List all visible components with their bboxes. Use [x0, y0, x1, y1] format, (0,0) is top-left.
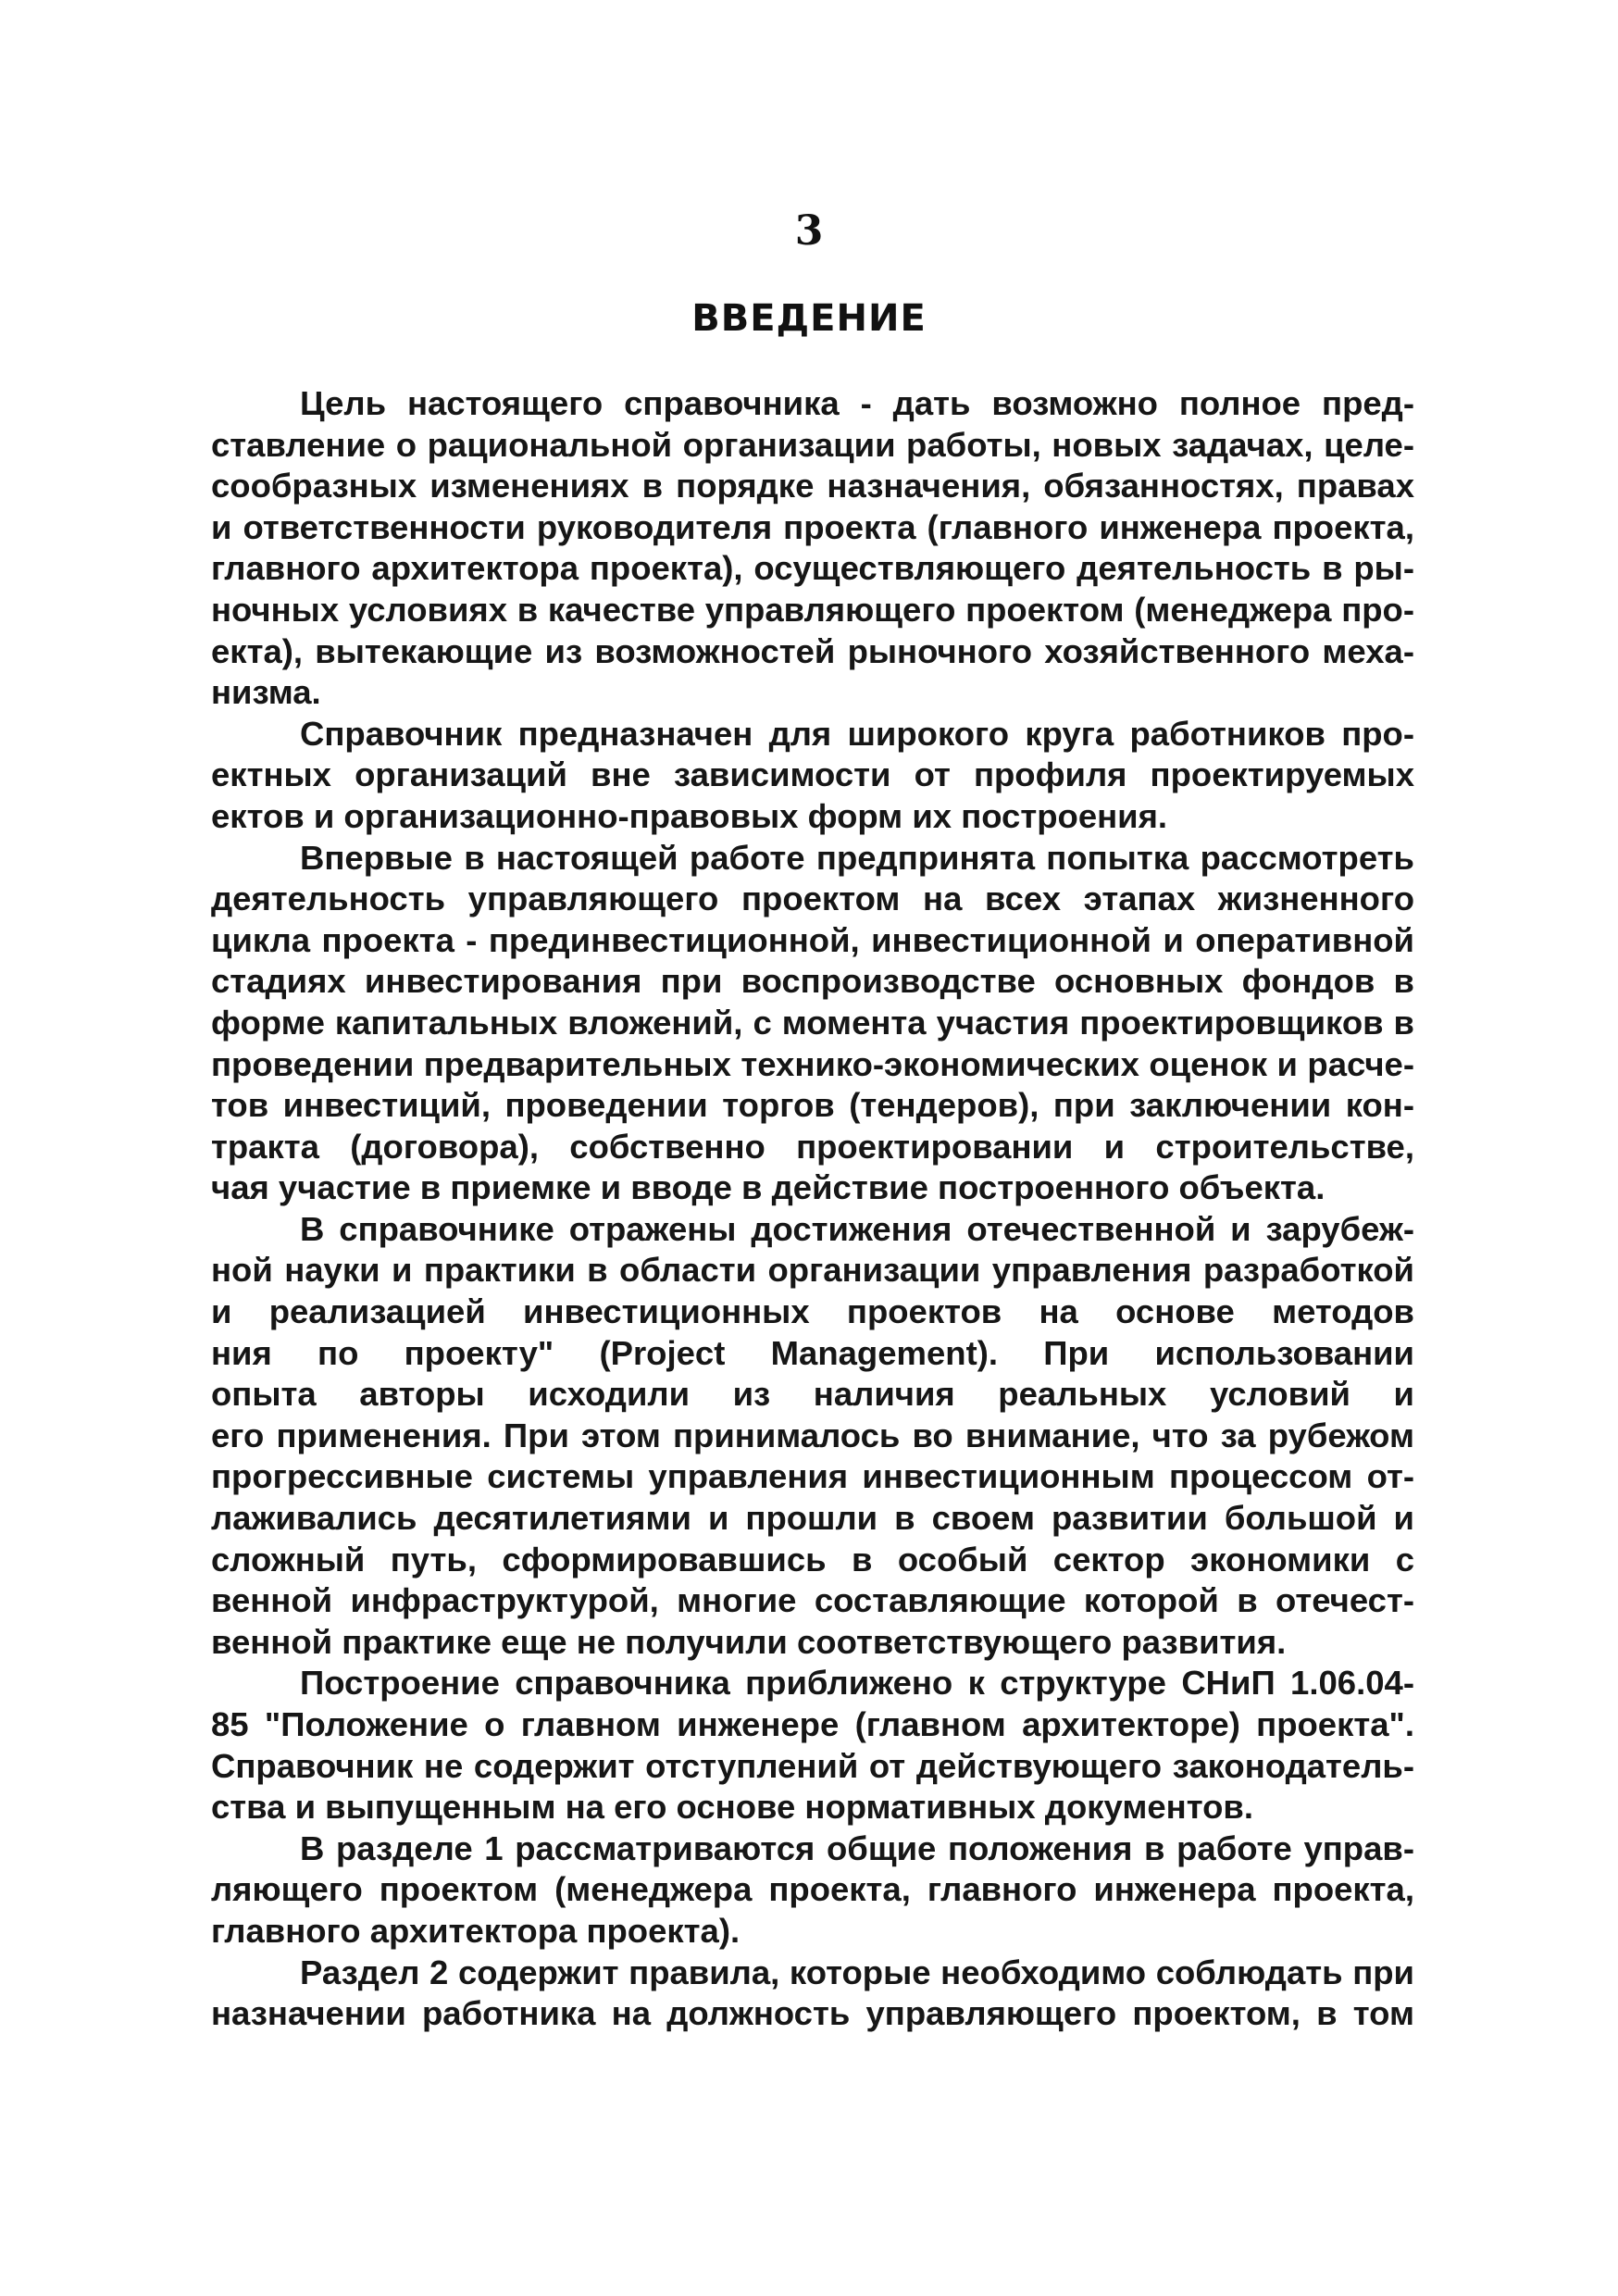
text-line: его применения. При этом принималось во внимание, что за рубежом: [211, 1416, 1414, 1454]
text-line: ной науки и практики в области организации управления разработкой: [211, 1251, 1414, 1290]
text-line: ночных условиях в качестве управляющего проектом (менеджера про-: [211, 590, 1414, 629]
text-line: ектов и организационно-правовых форм их построения.: [211, 796, 1168, 835]
text-line: прогрессивные системы управления инвестиционным процессом от-: [211, 1457, 1414, 1496]
text-line: венной инфраструктурой, многие составляющие которой в отечест-: [211, 1581, 1414, 1620]
text-line: форме капитальных вложений, с момента участия проектировщиков в: [211, 1003, 1414, 1042]
text-line: ния по проекту" (Project Management). При использовании: [211, 1333, 1414, 1372]
text-line: ляющего проектом (менеджера проекта, главного инженера проекта,: [211, 1870, 1414, 1909]
text-line: чая участие в приемке и вводе в действие построенного объекта.: [211, 1168, 1326, 1207]
text-line: и ответственности руководителя проекта (главного инженера проекта,: [211, 507, 1414, 546]
text-line: венной практике еще не получили соответствующего развития.: [211, 1622, 1287, 1661]
page-number: 3: [794, 207, 824, 255]
text-line: проведении предварительных технико-экономических оценок и расче-: [211, 1044, 1414, 1083]
text-line: В справочнике отражены достижения отечественной и зарубеж-: [300, 1209, 1414, 1248]
text-line: низма.: [211, 673, 321, 712]
text-line: сложный путь, сформировавшись в особый сектор экономики с: [211, 1540, 1414, 1578]
text-line: ставление о рациональной организации работы, новых задачах, целе-: [211, 425, 1414, 464]
text-line: ектных организаций вне зависимости от профиля проектируемых: [211, 755, 1414, 794]
text-line: В разделе 1 рассматриваются общие положения в работе управ-: [300, 1828, 1414, 1867]
text-line: цикла проекта - прединвестиционной, инвестиционной и оперативной: [211, 920, 1414, 959]
section-heading: ВВЕДЕНИЕ: [691, 297, 927, 340]
text-line: главного архитектора проекта).: [211, 1911, 741, 1950]
text-line: тракта (договора), собственно проектировании и строительстве,: [211, 1127, 1414, 1166]
text-line: Справочник не содержит отступлений от действующего законодатель-: [211, 1746, 1414, 1785]
text-line: и реализацией инвестиционных проектов на основе методов: [211, 1292, 1414, 1331]
text-line: Впервые в настоящей работе предпринята попытка рассмотреть: [300, 838, 1414, 877]
text-line: назначении работника на должность управляющего проектом, в том: [211, 1994, 1414, 2033]
text-line: 85 "Положение о главном инженере (главном архитекторе) проекта".: [211, 1705, 1414, 1743]
text-line: Справочник предназначен для широкого круга работников про-: [300, 714, 1414, 753]
text-line: ства и выпущенным на его основе нормативных документов.: [211, 1788, 1253, 1827]
body-text: [211, 383, 1414, 2035]
text-line: лаживались десятилетиями и прошли в своем развитии большой и: [211, 1499, 1414, 1538]
text-line: тов инвестиций, проведении торгов (тендеров), при заключении кон-: [211, 1086, 1414, 1125]
text-line: опыта авторы исходили из наличия реальных условий и: [211, 1375, 1414, 1414]
text-line: Раздел 2 содержит правила, которые необходимо соблюдать при: [300, 1953, 1414, 1991]
text-line: Цель настоящего справочника - дать возможно полное пред-: [300, 384, 1414, 422]
text-line: сообразных изменениях в порядке назначения, обязанностях, правах: [211, 467, 1414, 505]
text-line: екта), вытекающие из возможностей рыночного хозяйственного меха-: [211, 631, 1414, 670]
text-line: стадиях инвестирования при воспроизводстве основных фондов в: [211, 962, 1414, 1001]
text-line: Построение справочника приближено к структуре СНиП 1.06.04-: [300, 1664, 1414, 1703]
text-line: деятельность управляющего проектом на всех этапах жизненного: [211, 880, 1414, 918]
text-line: главного архитектора проекта), осуществляющего деятельность в ры-: [211, 549, 1414, 588]
